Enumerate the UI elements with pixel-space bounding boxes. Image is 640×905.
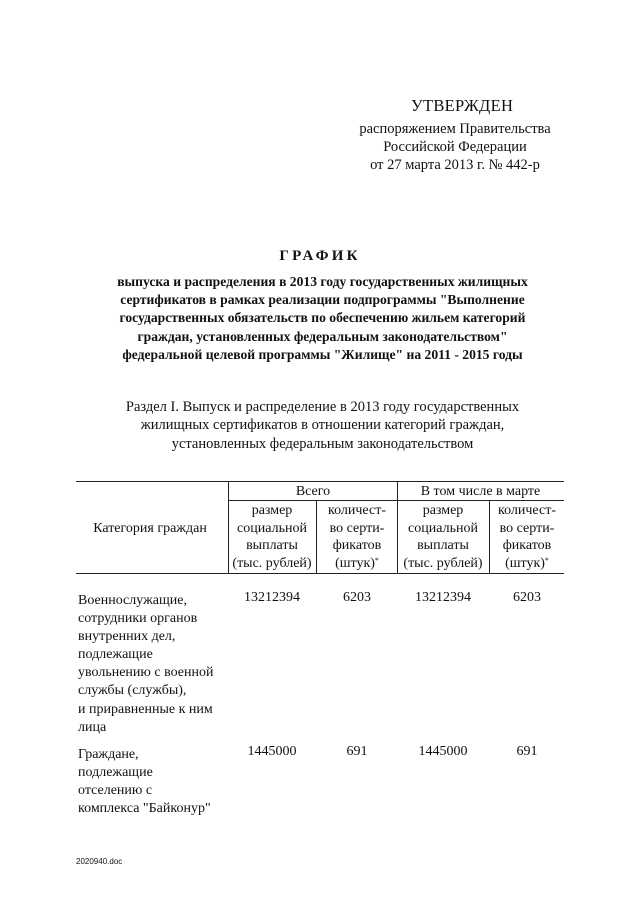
- section-title-line: установленных федеральным законодательством: [171, 435, 474, 452]
- table-cell-march-count: 6203: [513, 590, 541, 605]
- approval-line-2: Российской Федерации: [383, 139, 527, 155]
- header-category: Категория граждан: [93, 521, 207, 536]
- header-total-payment: размер социальной выплаты (тыс. рублей): [232, 503, 312, 572]
- footnote-mark: *: [374, 556, 379, 566]
- header-march-count: количест- во серти- фикатов (штук)*: [498, 503, 556, 572]
- table-row-label: Граждане, подлежащие отселению с комплекса "Байконур": [78, 747, 211, 817]
- subtitle-line: сертификатов в рамках реализации подпрограммы "Выполнение: [120, 292, 525, 308]
- table-cell-total-count: 691: [346, 744, 368, 759]
- footnote-mark: *: [544, 556, 549, 566]
- section-title-line: жилищных сертификатов в отношении категорий граждан,: [140, 417, 505, 434]
- subtitle-line: выпуска и распределения в 2013 году государственных жилищных: [117, 274, 528, 289]
- header-total-count: количест- во серти- фикатов (штук)*: [328, 503, 386, 572]
- table-top-rule: [76, 481, 564, 482]
- approval-line-1: распоряжением Правительства: [359, 121, 551, 137]
- footer-file-name: 2020940.doc: [76, 857, 123, 866]
- approval-line-3: от 27 марта 2013 г. № 442-р: [370, 157, 540, 173]
- table-header-bottom-rule: [76, 573, 564, 574]
- header-group-total: Всего: [295, 484, 331, 499]
- approval-title: УТВЕРЖДЕН: [411, 96, 514, 115]
- header-march-payment: размер социальной выплаты (тыс. рублей): [403, 503, 483, 572]
- table-cell-total-payment: 1445000: [247, 744, 297, 759]
- section-title-line: Раздел I. Выпуск и распределение в 2013 году государственных: [125, 399, 520, 415]
- table-row-label: Военнослужащие, сотрудники органов внутренних дел, подлежащие увольнению с военной службы (службы), и приравненные к ним лица: [78, 593, 214, 735]
- subtitle-line: государственных обязательств по обеспечению жильем категорий: [119, 310, 526, 326]
- document-title: ГРАФИК: [279, 248, 361, 264]
- table-cell-march-payment: 13212394: [415, 590, 471, 605]
- table-cell-march-count: 691: [516, 744, 538, 759]
- subtitle-line: граждан, установленных федеральным законодательством": [137, 328, 508, 344]
- subtitle-line: федеральной целевой программы "Жилище" на 2011 - 2015 годы: [122, 346, 523, 362]
- table-cell-total-count: 6203: [343, 590, 371, 605]
- table-cell-total-payment: 13212394: [244, 590, 300, 605]
- section-title: [95, 398, 550, 453]
- document-subtitle: [80, 273, 565, 364]
- header-group-march: В том числе в марте: [420, 484, 541, 499]
- table-cell-march-payment: 1445000: [418, 744, 468, 759]
